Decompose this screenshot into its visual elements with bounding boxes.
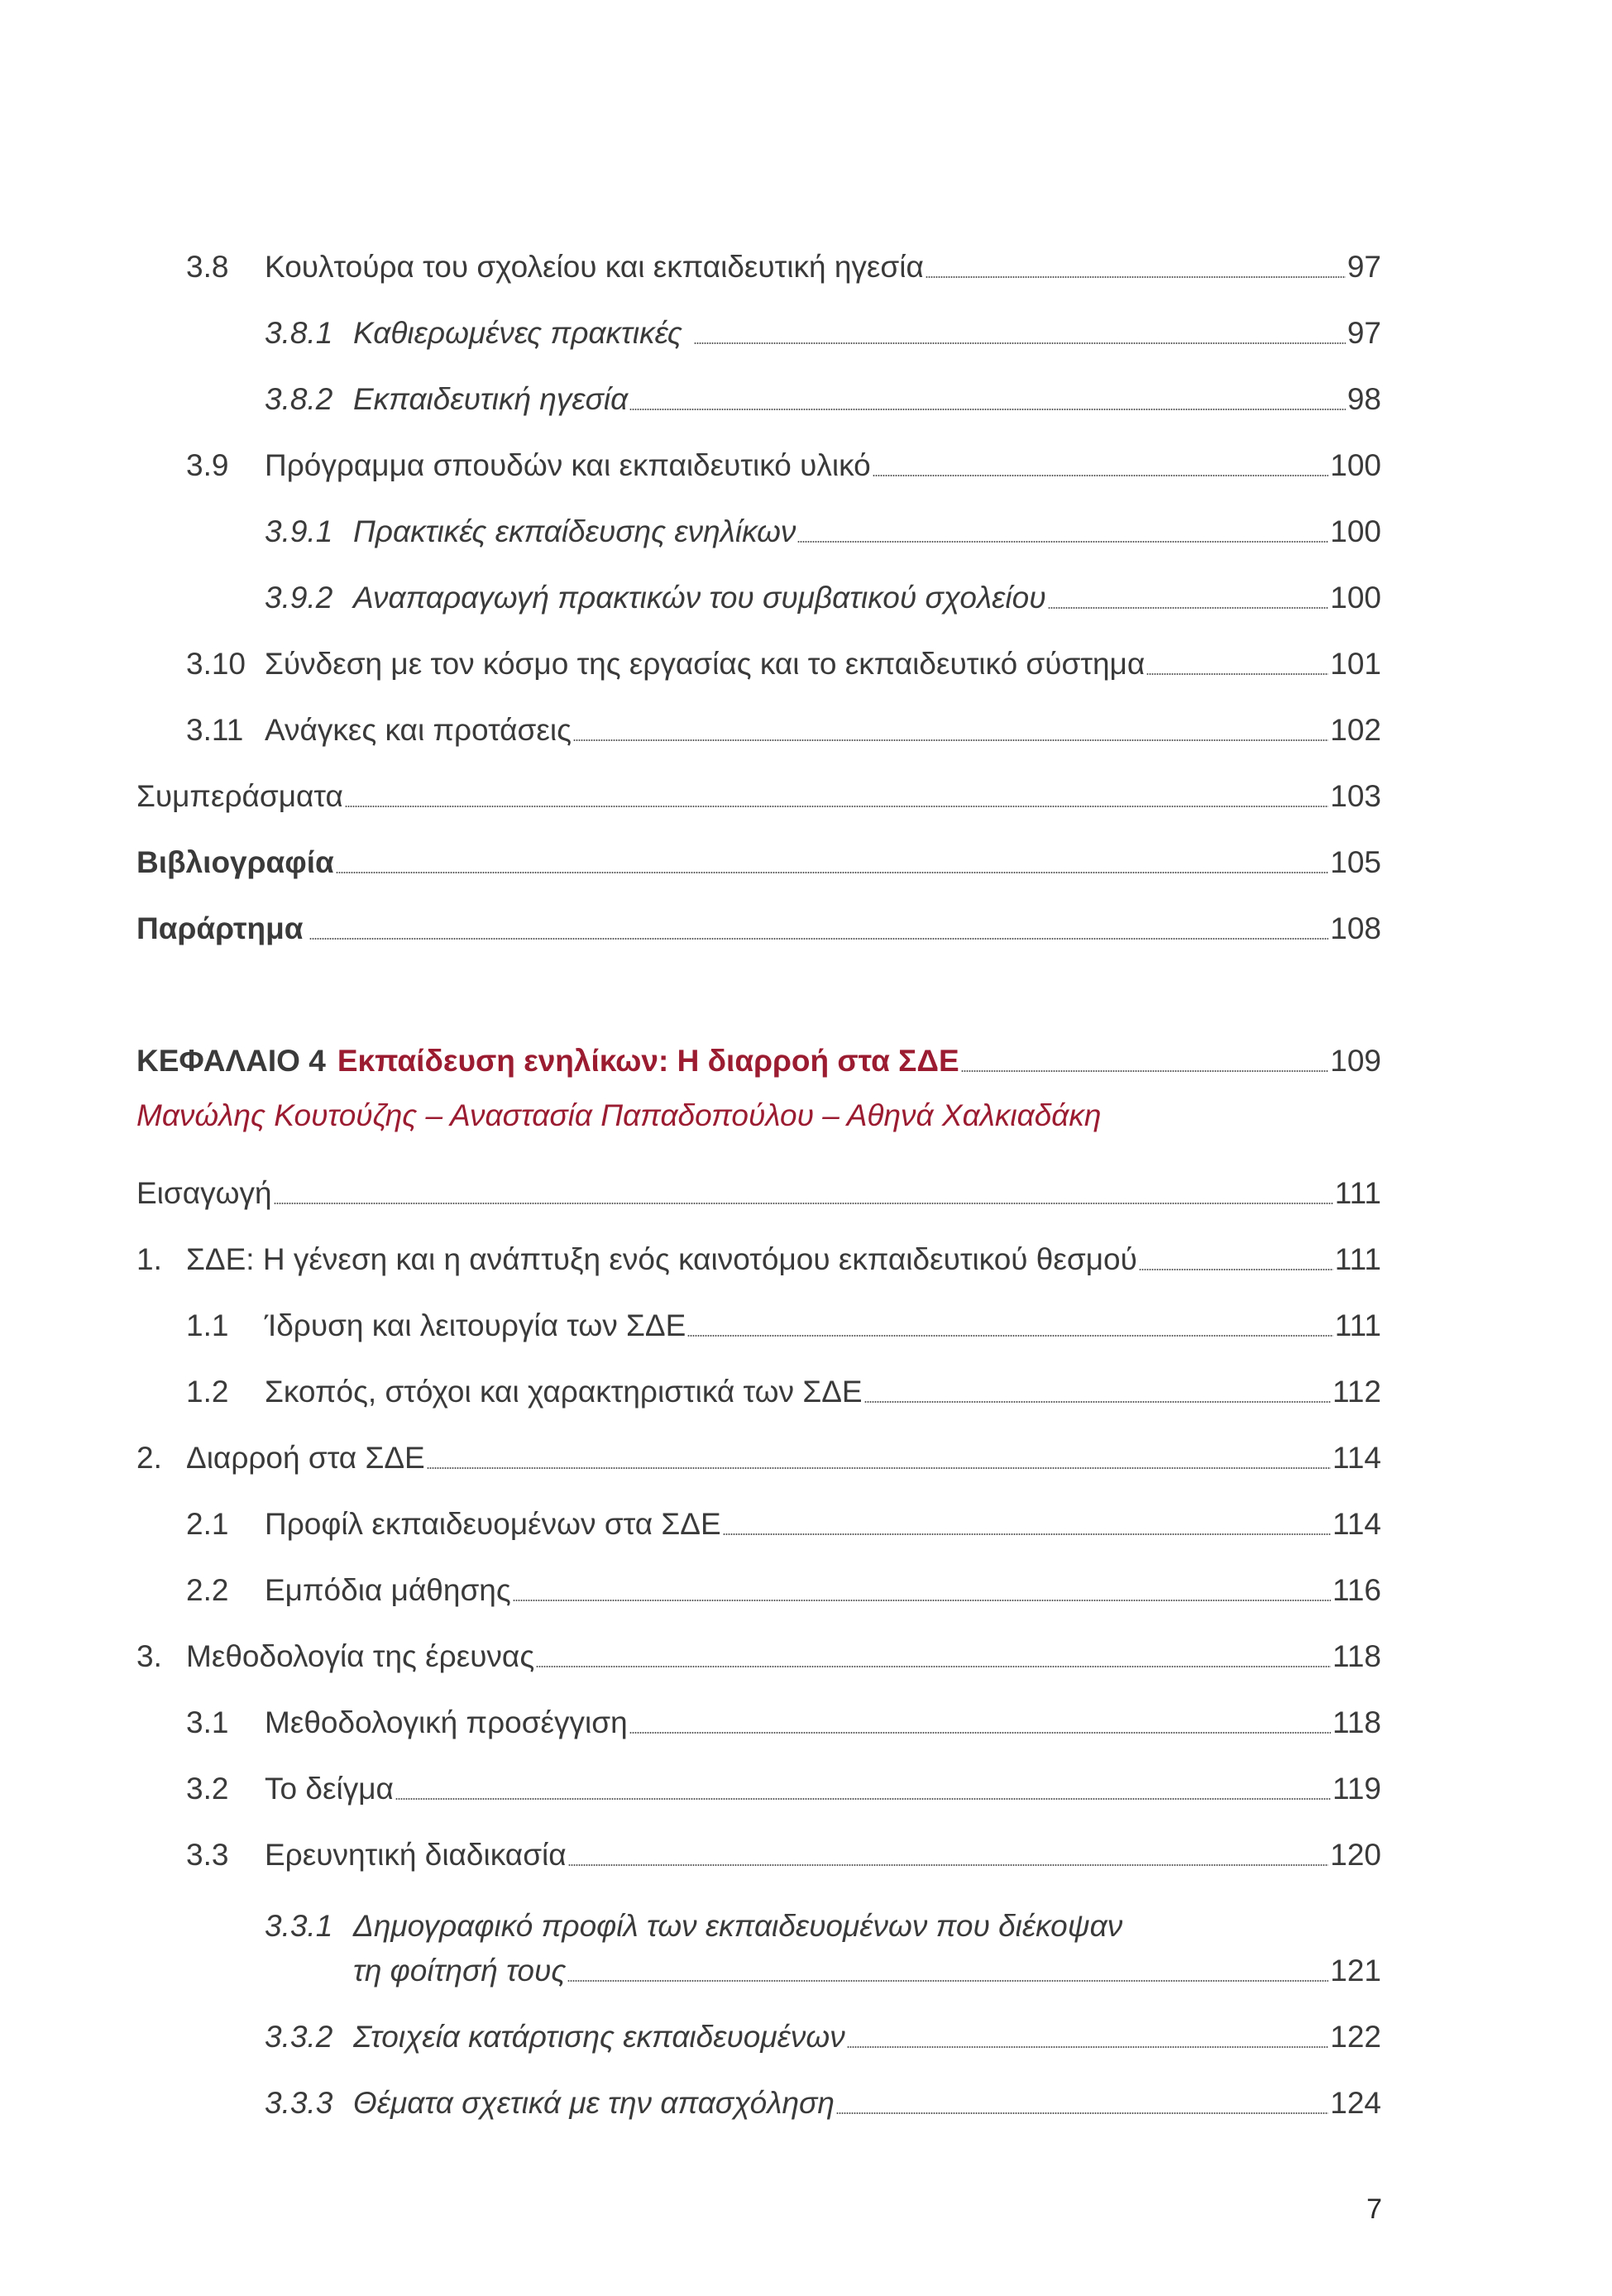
entry-title: Μεθοδολογική προσέγγιση bbox=[265, 1705, 628, 1739]
toc-entry[interactable] bbox=[186, 700, 1381, 749]
entry-page: 105 bbox=[1330, 845, 1381, 879]
toc-entry[interactable] bbox=[265, 2073, 1381, 2122]
entry-title: Στοιχεία κατάρτισης εκπαιδευομένων bbox=[353, 2020, 845, 2054]
toc-entry[interactable] bbox=[186, 1361, 1381, 1411]
entry-number: 3.9.1 bbox=[265, 514, 333, 548]
toc-entry[interactable] bbox=[136, 1428, 1381, 1477]
toc-entry[interactable] bbox=[186, 1494, 1381, 1543]
entry-title: Σκοπός, στόχοι και χαρακτηριστικά των ΣΔΕ bbox=[265, 1375, 863, 1409]
entry-title: Θέματα σχετικά με την απασχόληση bbox=[353, 2086, 835, 2120]
entry-page: 101 bbox=[1330, 647, 1381, 681]
entry-title: Σύνδεση με τον κόσμο της εργασίας και το εκπαιδευτικό σύστημα bbox=[265, 647, 1146, 681]
entry-page: 97 bbox=[1347, 250, 1381, 284]
entry-number: 1.1 bbox=[186, 1308, 229, 1342]
toc-entry[interactable] bbox=[186, 435, 1381, 485]
entry-page: 98 bbox=[1347, 382, 1381, 416]
leader-dots bbox=[961, 1070, 1329, 1072]
leader-dots bbox=[926, 276, 1346, 278]
entry-page: 119 bbox=[1332, 1772, 1381, 1806]
entry-title: Διαρροή στα ΣΔΕ bbox=[186, 1441, 425, 1475]
leader-dots bbox=[274, 1203, 1333, 1204]
entry-page: 116 bbox=[1332, 1573, 1381, 1607]
entry-number: 3.8.1 bbox=[265, 316, 333, 350]
entry-number: 2.1 bbox=[186, 1507, 229, 1541]
entry-page: 111 bbox=[1334, 1308, 1381, 1342]
entry-title: Συμπεράσματα bbox=[136, 779, 343, 813]
entry-number: 3.8.2 bbox=[265, 382, 333, 416]
entry-page: 100 bbox=[1330, 448, 1381, 482]
entry-title: Πρόγραμμα σπουδών και εκπαιδευτικό υλικό bbox=[265, 448, 871, 482]
leader-dots bbox=[395, 1798, 1331, 1800]
chapter-heading[interactable] bbox=[136, 1031, 1381, 1080]
leader-dots bbox=[694, 342, 1346, 344]
leader-dots bbox=[723, 1533, 1331, 1535]
leader-dots bbox=[847, 2046, 1329, 2048]
entry-page: 112 bbox=[1332, 1375, 1381, 1409]
toc-entry[interactable] bbox=[265, 2007, 1381, 2056]
leader-dots bbox=[345, 806, 1328, 807]
leader-dots bbox=[573, 739, 1328, 741]
entry-number: 3.1 bbox=[186, 1705, 229, 1739]
entry-page: 114 bbox=[1332, 1441, 1381, 1475]
leader-dots bbox=[629, 1732, 1331, 1734]
toc-entry[interactable] bbox=[186, 1825, 1381, 1874]
entry-title: Μεθοδολογία της έρευνας bbox=[186, 1639, 535, 1673]
leader-dots bbox=[1146, 673, 1328, 675]
leader-dots bbox=[309, 938, 1328, 940]
entry-title: Ανάγκες και προτάσεις bbox=[265, 713, 572, 747]
leader-dots bbox=[567, 1980, 1328, 1982]
entry-page: 100 bbox=[1330, 581, 1381, 615]
entry-number: 3. bbox=[136, 1639, 162, 1673]
entry-number: 1. bbox=[136, 1242, 162, 1276]
toc-entry-wrapped-second-line[interactable] bbox=[265, 1940, 1381, 1990]
entry-title: τη φοίτησή τους bbox=[353, 1954, 567, 1987]
entry-page: 118 bbox=[1332, 1705, 1381, 1739]
entry-number: 3.9 bbox=[186, 448, 229, 482]
leader-dots bbox=[568, 1864, 1329, 1866]
entry-number: 3.3.2 bbox=[265, 2020, 333, 2054]
entry-title: Προφίλ εκπαιδευομένων στα ΣΔΕ bbox=[265, 1507, 721, 1541]
leader-dots bbox=[336, 872, 1329, 873]
chapter-page: 109 bbox=[1330, 1044, 1381, 1078]
entry-page: 124 bbox=[1330, 2086, 1381, 2120]
leader-dots bbox=[836, 2112, 1328, 2114]
leader-dots bbox=[864, 1401, 1331, 1403]
leader-dots bbox=[873, 475, 1329, 476]
toc-entry[interactable] bbox=[186, 1758, 1381, 1808]
entry-number: 2.2 bbox=[186, 1573, 229, 1607]
toc-entry[interactable] bbox=[265, 501, 1381, 551]
toc-entry[interactable] bbox=[136, 1229, 1381, 1279]
entry-number: 3.10 bbox=[186, 647, 246, 681]
chapter-title: Εκπαίδευση ενηλίκων: Η διαρροή στα ΣΔΕ bbox=[337, 1044, 959, 1078]
entry-page: 100 bbox=[1330, 514, 1381, 548]
entry-page: 118 bbox=[1332, 1639, 1381, 1673]
toc-entry[interactable] bbox=[186, 1560, 1381, 1610]
chapter-authors: Μανώλης Κουτούζης – Αναστασία Παπαδοπούλου – Αθηνά Χαλκιαδάκη bbox=[136, 1098, 1102, 1132]
chapter-label: ΚΕΦΑΛΑΙΟ 4 bbox=[136, 1044, 326, 1078]
entry-number: 3.9.2 bbox=[265, 581, 333, 615]
leader-dots bbox=[687, 1335, 1332, 1337]
entry-title: Βιβλιογραφία bbox=[136, 845, 334, 879]
entry-page: 97 bbox=[1347, 316, 1381, 350]
toc-entry[interactable] bbox=[136, 832, 1381, 882]
entry-page: 111 bbox=[1334, 1242, 1381, 1276]
entry-page: 121 bbox=[1330, 1954, 1381, 1987]
entry-title: Εισαγωγή bbox=[136, 1176, 272, 1210]
entry-number: 3.3.1 bbox=[265, 1909, 333, 1943]
entry-title: Πρακτικές εκπαίδευσης ενηλίκων bbox=[353, 514, 796, 548]
entry-title: Ερευνητική διαδικασία bbox=[265, 1838, 567, 1872]
toc-entry[interactable] bbox=[265, 567, 1381, 617]
leader-dots bbox=[427, 1467, 1331, 1469]
leader-dots bbox=[629, 409, 1346, 410]
entry-page: 122 bbox=[1330, 2020, 1381, 2054]
entry-page: 108 bbox=[1330, 911, 1381, 945]
leader-dots bbox=[1139, 1269, 1333, 1270]
toc-entry[interactable] bbox=[136, 766, 1381, 816]
leader-dots bbox=[1048, 607, 1329, 609]
page-number: 7 bbox=[1366, 2193, 1382, 2225]
toc-entry[interactable] bbox=[186, 1692, 1381, 1742]
toc-entry[interactable] bbox=[136, 1163, 1381, 1213]
entry-title: ΣΔΕ: Η γένεση και η ανάπτυξη ενός καινοτόμου εκπαιδευτικού θεσμού bbox=[186, 1242, 1137, 1276]
toc-entry[interactable] bbox=[265, 369, 1381, 419]
leader-dots bbox=[536, 1666, 1331, 1667]
entry-number: 3.3 bbox=[186, 1838, 229, 1872]
entry-page: 102 bbox=[1330, 713, 1381, 747]
entry-title: Αναπαραγωγή πρακτικών του συμβατικού σχολείου bbox=[353, 581, 1046, 615]
toc-entry[interactable] bbox=[186, 634, 1381, 683]
entry-page: 114 bbox=[1332, 1507, 1381, 1541]
leader-dots bbox=[513, 1600, 1331, 1601]
entry-number: 2. bbox=[136, 1441, 162, 1475]
toc-entry[interactable] bbox=[136, 1626, 1381, 1676]
toc-entry[interactable] bbox=[186, 1295, 1381, 1345]
leader-dots bbox=[797, 541, 1328, 543]
entry-number: 3.2 bbox=[186, 1772, 229, 1806]
entry-title: Ίδρυση και λειτουργία των ΣΔΕ bbox=[265, 1308, 686, 1342]
entry-title-line1: Δημογραφικό προφίλ των εκπαιδευομένων που διέκοψαν bbox=[353, 1909, 1123, 1943]
entry-title: Το δείγμα bbox=[265, 1772, 394, 1806]
toc-entry[interactable] bbox=[136, 898, 1381, 948]
entry-number: 3.11 bbox=[186, 713, 244, 747]
entry-title: Εκπαιδευτική ηγεσία bbox=[353, 382, 629, 416]
toc-entry[interactable] bbox=[186, 237, 1381, 286]
entry-title: Κουλτούρα του σχολείου και εκπαιδευτική ηγεσία bbox=[265, 250, 924, 284]
entry-page: 120 bbox=[1330, 1838, 1381, 1872]
entry-number: 3.3.3 bbox=[265, 2086, 333, 2120]
entry-title: Εμπόδια μάθησης bbox=[265, 1573, 511, 1607]
entry-title: Καθιερωμένες πρακτικές bbox=[353, 316, 682, 350]
entry-page: 111 bbox=[1334, 1176, 1381, 1210]
entry-number: 3.8 bbox=[186, 250, 229, 284]
toc-entry[interactable] bbox=[265, 303, 1381, 352]
entry-page: 103 bbox=[1330, 779, 1381, 813]
entry-number: 1.2 bbox=[186, 1375, 229, 1409]
entry-title: Παράρτημα bbox=[136, 911, 304, 945]
